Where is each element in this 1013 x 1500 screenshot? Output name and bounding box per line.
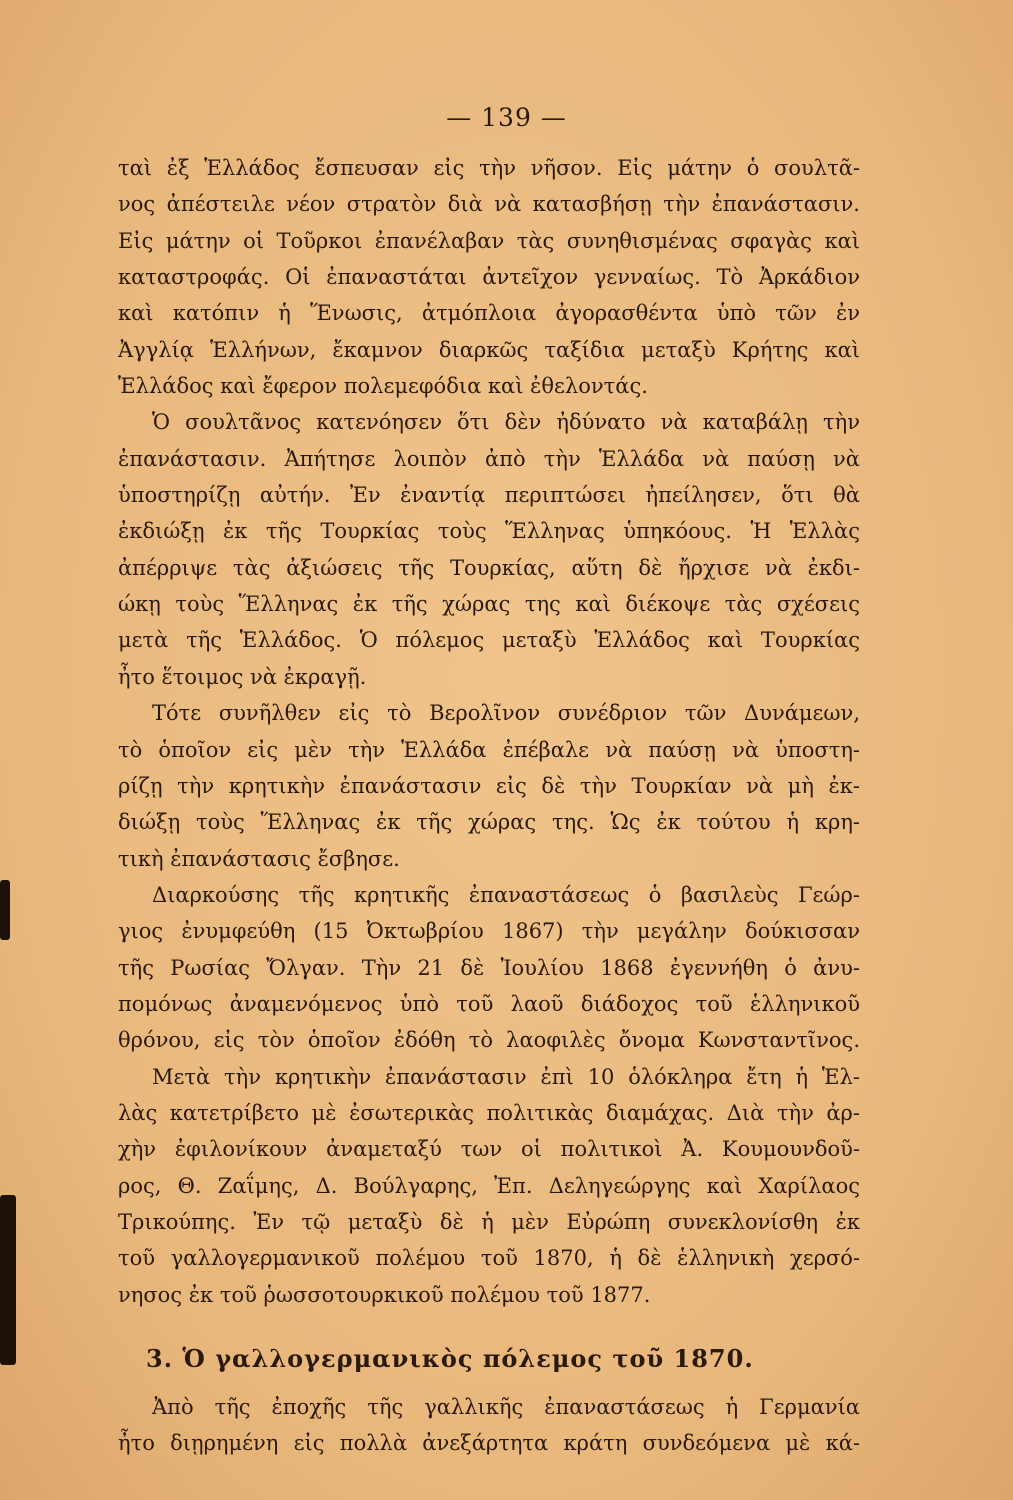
text-line: μετὰ τῆς Ἑλλάδος. Ὁ πόλεμος μεταξὺ Ἑλλάδος καὶ Τουρκίας [118, 628, 860, 653]
text-line: ρος, Θ. Ζαΐμης, Δ. Βούλγαρης, Ἐπ. Δεληγεώργης καὶ Χαρίλαος [118, 1173, 860, 1198]
text-line: Ὁ σουλτᾶνος κατενόησεν ὅτι δὲν ἠδύνατο νὰ καταβάλῃ τὴν [152, 410, 860, 435]
text-line: τῆς Ρωσίας Ὄλγαν. Τὴν 21 δὲ Ἰουλίου 1868 ἐγεννήθη ὁ ἀνυ- [118, 955, 860, 980]
text-line: Ἑλλάδος καὶ ἔφερον πολεμεφόδια καὶ ἐθελοντάς. [118, 374, 648, 399]
text-line: λὰς κατετρίβετο μὲ ἐσωτερικὰς πολιτικὰς διαμάχας. Διὰ τὴν ἀρ- [118, 1100, 860, 1125]
text-line: τικὴ ἐπανάστασις ἔσβησε. [118, 846, 400, 871]
text-line: νος ἀπέστειλε νέον στρατὸν διὰ νὰ κατασβήσῃ τὴν ἐπανάστασιν. [118, 192, 860, 217]
text-line: Εἰς μάτην οἱ Τοῦρκοι ἐπανέλαβαν τὰς συνηθισμένας σφαγὰς καὶ [118, 228, 860, 253]
page-edge-stain [0, 880, 10, 940]
section-heading: 3. Ὁ γαλλογερμανικὸς πόλεμος τοῦ 1870. [146, 1344, 754, 1373]
text-line: Μετὰ τὴν κρητικὴν ἐπανάστασιν ἐπὶ 10 ὁλόκληρα ἔτη ἡ Ἑλ- [152, 1064, 860, 1089]
text-line: νησος ἐκ τοῦ ῥωσσοτουρκικοῦ πολέμου τοῦ 1877. [118, 1282, 651, 1307]
text-line: καταστροφάς. Οἱ ἐπαναστάται ἀντεῖχον γενναίως. Τὸ Ἀρκάδιον [118, 265, 860, 290]
text-line: ώκῃ τοὺς Ἕλληνας ἐκ τῆς χώρας της καὶ διέκοψε τὰς σχέσεις [118, 592, 860, 617]
text-line: τοῦ γαλλογερμανικοῦ πολέμου τοῦ 1870, ἡ δὲ ἑλληνικὴ χερσό- [118, 1246, 860, 1271]
text-line: ἦτο διῃρημένη εἰς πολλὰ ἀνεξάρτητα κράτη συνδεόμενα μὲ κά- [118, 1431, 860, 1456]
page-edge-stain [0, 1195, 16, 1365]
text-line: Ἀγγλίᾳ Ἑλλήνων, ἔκαμνον διαρκῶς ταξίδια μεταξὺ Κρήτης καὶ [118, 337, 860, 362]
text-line: Τρικούπης. Ἐν τῷ μεταξὺ δὲ ἡ μὲν Εὐρώπη συνεκλονίσθη ἐκ [118, 1209, 860, 1234]
body-text [118, 150, 860, 1462]
text-line: ταὶ ἐξ Ἑλλάδος ἔσπευσαν εἰς τὴν νῆσον. Εἰς μάτην ὁ σουλτᾶ- [118, 156, 860, 180]
text-line: ἐπανάστασιν. Ἀπήτησε λοιπὸν ἀπὸ τὴν Ἑλλάδα νὰ παύσῃ νὰ [118, 446, 860, 471]
text-line: ἦτο ἕτοιμος νὰ ἐκραγῇ. [118, 664, 367, 689]
text-line: τὸ ὁποῖον εἰς μὲν τὴν Ἑλλάδα ἐπέβαλε νὰ παύσῃ νὰ ὑποστη- [118, 737, 860, 762]
text-line: ὑποστηρίζῃ αὐτήν. Ἐν ἐναντίᾳ περιπτώσει ἠπείλησεν, ὅτι θὰ [118, 483, 860, 508]
text-line: Ἀπὸ τῆς ἐποχῆς τῆς γαλλικῆς ἐπαναστάσεως ἡ Γερμανία [152, 1395, 860, 1419]
text-line: ἀπέρριψε τὰς ἀξιώσεις τῆς Τουρκίας, αὕτη δὲ ἤρχισε νὰ ἐκδι- [118, 555, 860, 580]
text-line: διώξῃ τοὺς Ἕλληνας ἐκ τῆς χώρας της. Ὡς ἐκ τούτου ἡ κρη- [118, 810, 860, 835]
text-line: ἐκδιώξῃ ἐκ τῆς Τουρκίας τοὺς Ἕλληνας ὑπηκόους. Ἡ Ἑλλὰς [118, 519, 860, 544]
text-line: θρόνου, εἰς τὸν ὁποῖον ἐδόθη τὸ λαοφιλὲς ὄνομα Κωνσταντῖνος. [118, 1028, 860, 1053]
text-line: πομόνως ἀναμενόμενος ὑπὸ τοῦ λαοῦ διάδοχος τοῦ ἑλληνικοῦ [118, 991, 860, 1016]
text-line: γιος ἐνυμφεύθη (15 Ὀκτωβρίου 1867) τὴν μεγάλην δούκισσαν [118, 919, 860, 944]
text-line: καὶ κατόπιν ἡ Ἕνωσις, ἀτμόπλοια ἀγορασθέντα ὑπὸ τῶν ἐν [118, 301, 860, 326]
text-line: Διαρκούσης τῆς κρητικῆς ἐπαναστάσεως ὁ βασιλεὺς Γεώρ- [152, 882, 860, 907]
page-number: — 139 — [446, 103, 567, 132]
text-line: Τότε συνῆλθεν εἰς τὸ Βερολῖνον συνέδριον τῶν Δυνάμεων, [152, 701, 860, 726]
text-line: ρίζῃ τὴν κρητικὴν ἐπανάστασιν εἰς δὲ τὴν Τουρκίαν νὰ μὴ ἐκ- [118, 773, 860, 798]
text-line: χὴν ἐφιλονίκουν ἀναμεταξύ των οἱ πολιτικοὶ Ἀ. Κουμουνδοῦ- [118, 1137, 860, 1162]
